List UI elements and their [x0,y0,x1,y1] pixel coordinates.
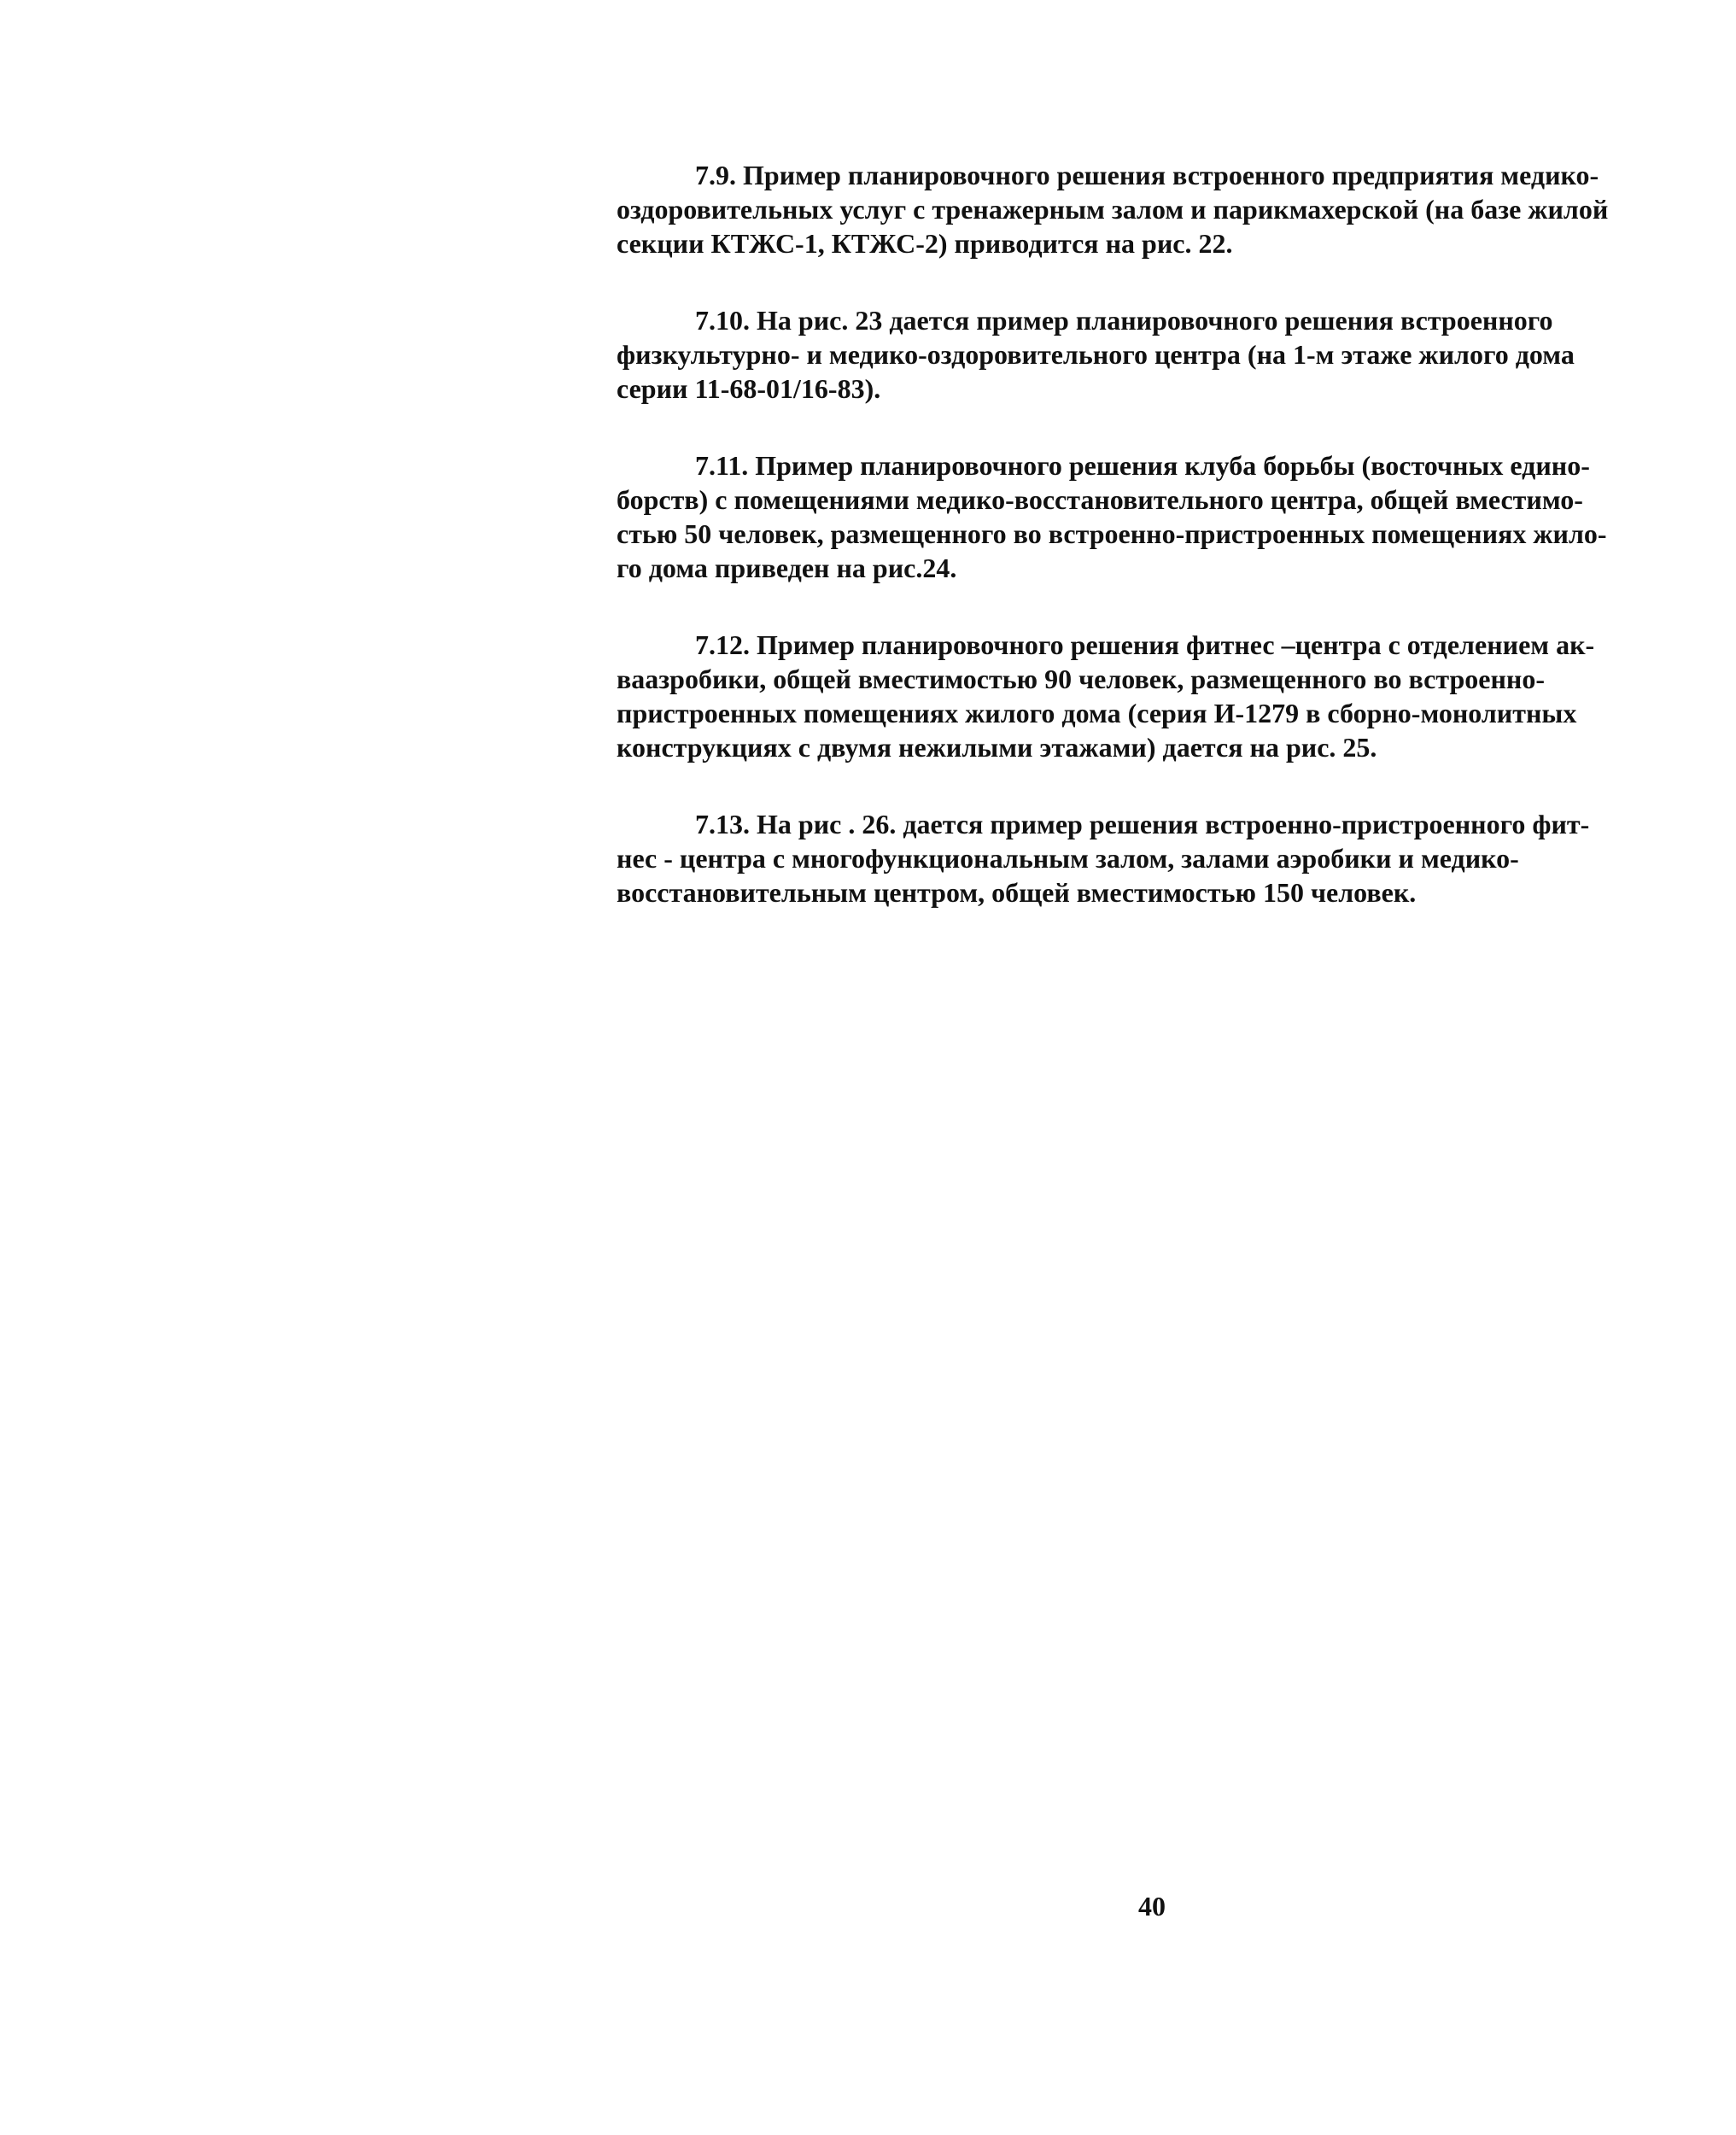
paragraph-7-10 [617,303,1599,406]
paragraph-7-13 [617,807,1599,910]
paragraph-7-9 [617,158,1609,260]
body-text [617,158,1609,952]
page-number: 40 [1138,1891,1166,1922]
paragraph-line: физкультурно- и медико-оздоровительного центра (на 1-м этаже жилого дома [617,339,1575,370]
paragraph-line: 7.13. На рис . 26. дается пример решения встроенно-пристроенного фит- [695,809,1590,839]
paragraph-line: секции КТЖС-1, КТЖС-2) приводится на рис. 22. [617,228,1233,259]
paragraph-line: конструкциях с двумя нежилыми этажами) дается на рис. 25. [617,732,1377,763]
paragraph-line: стью 50 человек, размещенного во встроенно-пристроенных помещениях жило- [617,518,1607,549]
paragraph-line: пристроенных помещениях жилого дома (серия И-1279 в сборно-монолитных [617,698,1577,728]
paragraph-line: ваазробики, общей вместимостью 90 человек, размещенного во встроенно- [617,664,1545,694]
paragraph-line: 7.10. На рис. 23 дается пример планировочного решения встроенного [695,305,1553,336]
paragraph-line: го дома приведен на рис.24. [617,553,957,583]
paragraph-line: 7.9. Пример планировочного решения встроенного предприятия медико- [695,160,1599,190]
paragraph-line: восстановительным центром, общей вместимостью 150 человек. [617,877,1417,908]
paragraph-line: оздоровительных услуг с тренажерным залом и парикмахерской (на базе жилой [617,194,1609,225]
paragraph-7-11 [617,448,1607,585]
paragraph-line: нес - центра с многофункциональным залом, залами аэробики и медико- [617,843,1519,874]
paragraph-line: борств) с помещениями медико-восстановительного центра, общей вместимо- [617,484,1583,515]
paragraph-line: 7.12. Пример планировочного решения фитнес –центра с отделением ак- [695,629,1595,660]
paragraph-line: 7.11. Пример планировочного решения клуба борьбы (восточных едино- [695,450,1590,481]
paragraph-line: серии 11-68-01/16-83). [617,373,881,404]
paragraph-7-12 [617,628,1599,764]
